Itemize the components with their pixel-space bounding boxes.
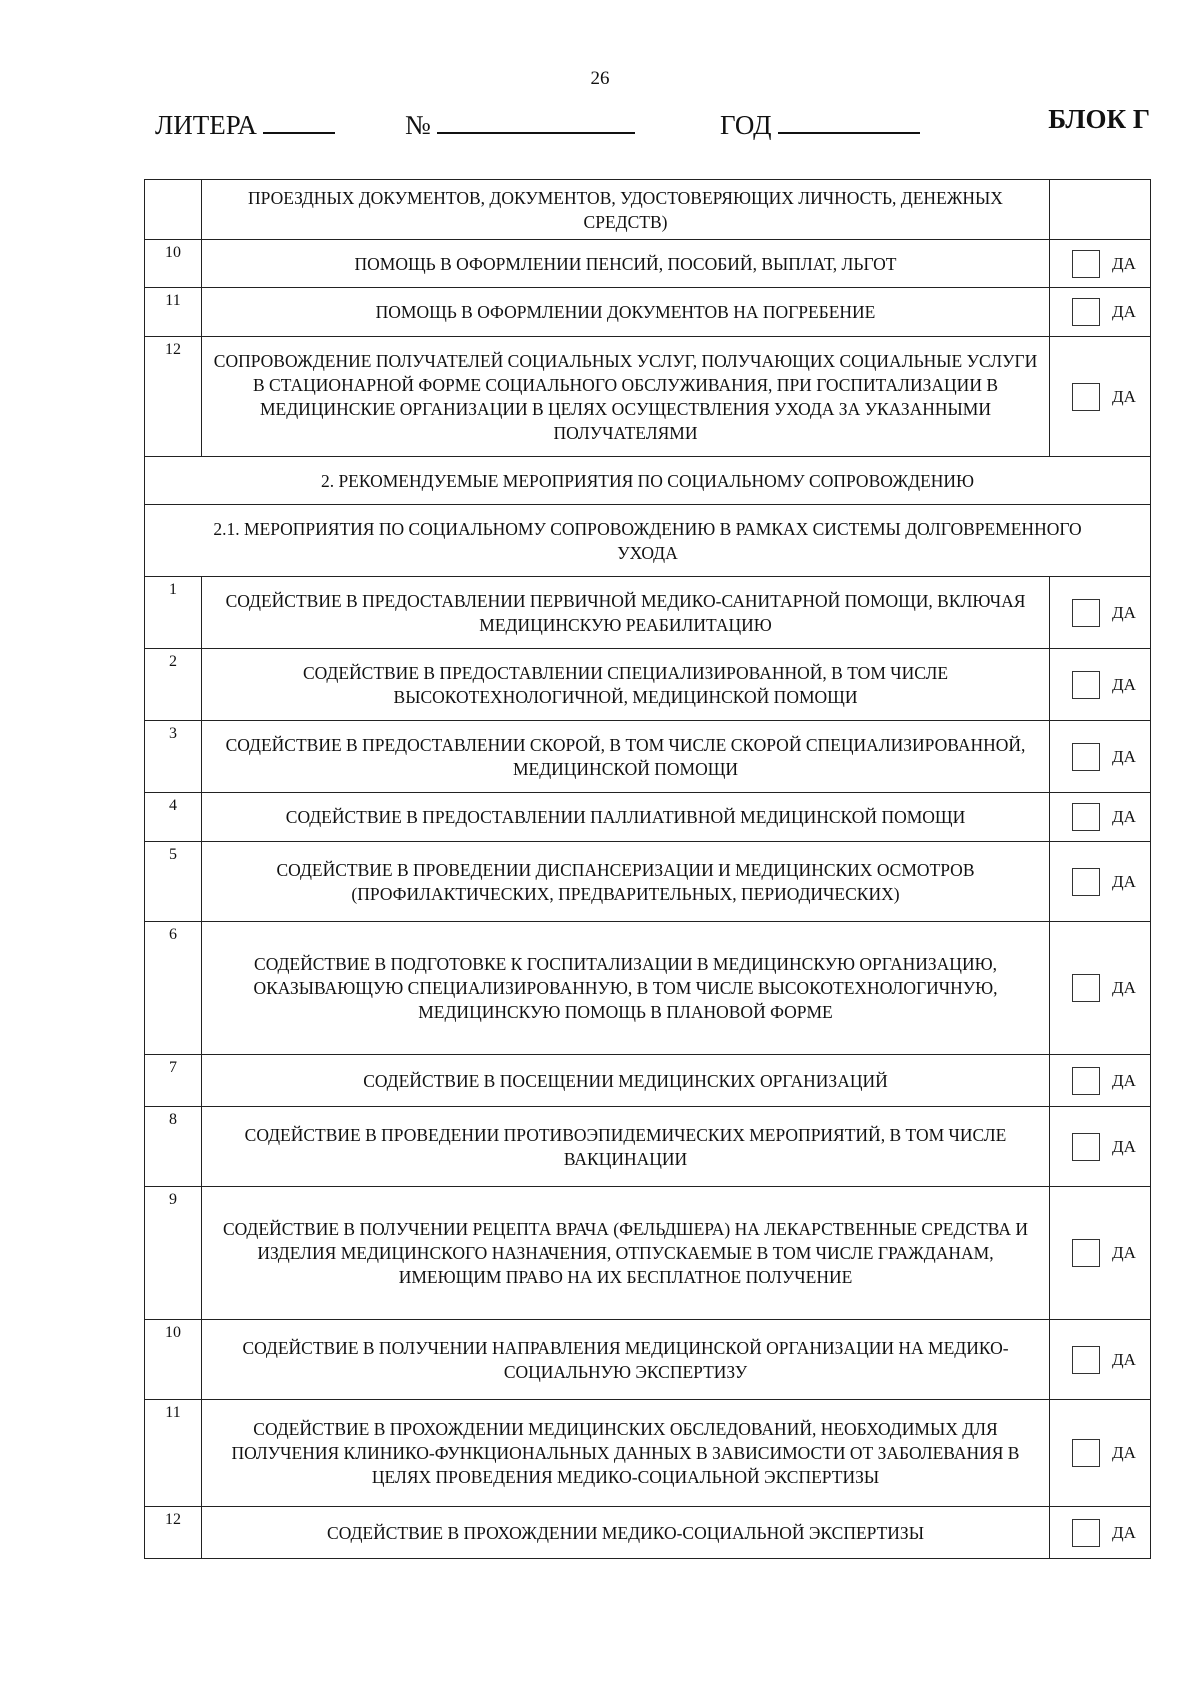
yes-label: ДА — [1112, 1070, 1136, 1090]
form-header — [0, 104, 1200, 144]
year-label: ГОД — [720, 110, 772, 140]
table-row — [145, 721, 1151, 793]
row-checkbox-cell — [1050, 288, 1151, 337]
row-text: СОДЕЙСТВИЕ В ПОДГОТОВКЕ К ГОСПИТАЛИЗАЦИИ В МЕДИЦИНСКУЮ ОРГАНИЗАЦИЮ, ОКАЗЫВАЮЩУЮ СПЕЦИАЛИЗИРОВАННУЮ, В ТОМ ЧИСЛЕ ВЫСОКОТЕХНОЛОГИЧНУЮ, МЕДИЦИНСКУЮ ПОМОЩЬ В ПЛАНОВОЙ ФОРМЕ — [202, 922, 1050, 1055]
section-row — [145, 457, 1151, 505]
table-row — [145, 1400, 1151, 1507]
litera-field — [155, 104, 335, 141]
yes-checkbox[interactable] — [1072, 671, 1100, 699]
number-blank[interactable] — [437, 104, 635, 134]
yes-label: ДА — [1112, 871, 1136, 891]
row-text: СОДЕЙСТВИЕ В ПРОВЕДЕНИИ ПРОТИВОЭПИДЕМИЧЕСКИХ МЕРОПРИЯТИЙ, В ТОМ ЧИСЛЕ ВАКЦИНАЦИИ — [202, 1107, 1050, 1187]
table-row — [145, 649, 1151, 721]
yes-label: ДА — [1112, 1243, 1136, 1262]
row-text: СОДЕЙСТВИЕ В ПОСЕЩЕНИИ МЕДИЦИНСКИХ ОРГАНИЗАЦИЙ — [202, 1055, 1050, 1107]
yes-checkbox[interactable] — [1072, 1519, 1100, 1547]
yes-label: ДА — [1112, 978, 1136, 997]
row-checkbox-cell — [1050, 180, 1151, 240]
yes-option — [1050, 868, 1150, 896]
yes-checkbox[interactable] — [1072, 1133, 1100, 1161]
table-row — [145, 1187, 1151, 1320]
yes-label: ДА — [1112, 386, 1136, 406]
section-2-1-title: 2.1. МЕРОПРИЯТИЯ ПО СОЦИАЛЬНОМУ СОПРОВОЖДЕНИЮ В РАМКАХ СИСТЕМЫ ДОЛГОВРЕМЕННОГО УХОДА — [145, 505, 1151, 577]
section-2-title: 2. РЕКОМЕНДУЕМЫЕ МЕРОПРИЯТИЯ ПО СОЦИАЛЬНОМУ СОПРОВОЖДЕНИЮ — [145, 457, 1151, 505]
table-body-sections — [145, 457, 1151, 577]
yes-option — [1050, 671, 1150, 699]
yes-checkbox[interactable] — [1072, 1239, 1100, 1267]
row-checkbox-cell — [1050, 922, 1151, 1055]
row-number: 9 — [145, 1187, 202, 1320]
yes-checkbox[interactable] — [1072, 974, 1100, 1002]
row-text: ПОМОЩЬ В ОФОРМЛЕНИИ ПЕНСИЙ, ПОСОБИЙ, ВЫПЛАТ, ЛЬГОТ — [202, 240, 1050, 288]
row-number: 6 — [145, 922, 202, 1055]
yes-option — [1050, 743, 1150, 771]
row-number: 11 — [145, 288, 202, 337]
yes-checkbox[interactable] — [1072, 599, 1100, 627]
table-body-top — [145, 180, 1151, 457]
row-text: СОДЕЙСТВИЕ В ПРЕДОСТАВЛЕНИИ ПАЛЛИАТИВНОЙ МЕДИЦИНСКОЙ ПОМОЩИ — [202, 793, 1050, 842]
table-row — [145, 1320, 1151, 1400]
row-number: 10 — [145, 240, 202, 288]
row-text: СОДЕЙСТВИЕ В ПРЕДОСТАВЛЕНИИ СКОРОЙ, В ТОМ ЧИСЛЕ СКОРОЙ СПЕЦИАЛИЗИРОВАННОЙ, МЕДИЦИНСКОЙ ПОМОЩИ — [202, 721, 1050, 793]
row-text: СОДЕЙСТВИЕ В ПОЛУЧЕНИИ РЕЦЕПТА ВРАЧА (ФЕЛЬДШЕРА) НА ЛЕКАРСТВЕННЫЕ СРЕДСТВА И ИЗДЕЛИЯ МЕДИЦИНСКОГО НАЗНАЧЕНИЯ, ОТПУСКАЕМЫЕ В ТОМ ЧИСЛЕ ГРАЖДАНАМ, ИМЕЮЩИМ ПРАВО НА ИХ БЕСПЛАТНОЕ ПОЛУЧЕНИЕ — [202, 1187, 1050, 1320]
table-row — [145, 922, 1151, 1055]
yes-option — [1050, 1239, 1150, 1267]
yes-option — [1050, 383, 1150, 411]
row-text: СОДЕЙСТВИЕ В ПОЛУЧЕНИИ НАПРАВЛЕНИЯ МЕДИЦИНСКОЙ ОРГАНИЗАЦИИ НА МЕДИКО-СОЦИАЛЬНУЮ ЭКСПЕРТИЗУ — [202, 1320, 1050, 1400]
yes-label: ДА — [1112, 602, 1136, 622]
yes-option — [1050, 1067, 1150, 1095]
row-number: 2 — [145, 649, 202, 721]
block-label: БЛОК Г — [1048, 104, 1150, 134]
row-number: 12 — [145, 337, 202, 457]
yes-label: ДА — [1112, 746, 1136, 766]
table-row — [145, 180, 1151, 240]
row-checkbox-cell — [1050, 1400, 1151, 1507]
number-field — [405, 104, 635, 141]
yes-checkbox[interactable] — [1072, 298, 1100, 326]
row-number: 12 — [145, 1507, 202, 1559]
yes-option — [1050, 1133, 1150, 1161]
table-row — [145, 240, 1151, 288]
row-number: 7 — [145, 1055, 202, 1107]
row-text: СОДЕЙСТВИЕ В ПРОХОЖДЕНИИ МЕДИКО-СОЦИАЛЬНОЙ ЭКСПЕРТИЗЫ — [202, 1507, 1050, 1559]
yes-label: ДА — [1112, 1522, 1136, 1542]
row-checkbox-cell — [1050, 649, 1151, 721]
yes-checkbox[interactable] — [1072, 383, 1100, 411]
table-row — [145, 337, 1151, 457]
yes-option — [1050, 803, 1150, 831]
services-table — [144, 179, 1151, 1559]
yes-label: ДА — [1112, 253, 1136, 273]
year-blank[interactable] — [778, 104, 920, 134]
row-text: СОПРОВОЖДЕНИЕ ПОЛУЧАТЕЛЕЙ СОЦИАЛЬНЫХ УСЛУГ, ПОЛУЧАЮЩИХ СОЦИАЛЬНЫЕ УСЛУГИ В СТАЦИОНАРНОЙ ФОРМЕ СОЦИАЛЬНОГО ОБСЛУЖИВАНИЯ, ПРИ ГОСПИТАЛИЗАЦИИ В МЕДИЦИНСКИЕ ОРГАНИЗАЦИИ В ЦЕЛЯХ ОСУЩЕСТВЛЕНИЯ УХОДА ЗА УКАЗАННЫМИ ПОЛУЧАТЕЛЯМИ — [202, 337, 1050, 457]
yes-label: ДА — [1112, 302, 1136, 321]
row-text: СОДЕЙСТВИЕ В ПРОВЕДЕНИИ ДИСПАНСЕРИЗАЦИИ И МЕДИЦИНСКИХ ОСМОТРОВ (ПРОФИЛАКТИЧЕСКИХ, ПРЕДВАРИТЕЛЬНЫХ, ПЕРИОДИЧЕСКИХ) — [202, 842, 1050, 922]
row-number: 10 — [145, 1320, 202, 1400]
yes-checkbox[interactable] — [1072, 743, 1100, 771]
table-row — [145, 577, 1151, 649]
row-checkbox-cell — [1050, 337, 1151, 457]
row-text: СОДЕЙСТВИЕ В ПРОХОЖДЕНИИ МЕДИЦИНСКИХ ОБСЛЕДОВАНИЙ, НЕОБХОДИМЫХ ДЛЯ ПОЛУЧЕНИЯ КЛИНИКО-ФУНКЦИОНАЛЬНЫХ ДАННЫХ В ЗАВИСИМОСТИ ОТ ЗАБОЛЕВАНИЯ В ЦЕЛЯХ ПРОВЕДЕНИЯ МЕДИКО-СОЦИАЛЬНОЙ ЭКСПЕРТИЗЫ — [202, 1400, 1050, 1507]
table-row — [145, 288, 1151, 337]
row-checkbox-cell — [1050, 1187, 1151, 1320]
yes-option — [1050, 250, 1150, 278]
yes-option — [1050, 298, 1150, 326]
yes-checkbox[interactable] — [1072, 1346, 1100, 1374]
row-checkbox-cell — [1050, 842, 1151, 922]
row-number: 5 — [145, 842, 202, 922]
number-label: № — [405, 110, 431, 140]
row-checkbox-cell — [1050, 240, 1151, 288]
yes-label: ДА — [1112, 1443, 1136, 1462]
row-number: 11 — [145, 1400, 202, 1507]
row-checkbox-cell — [1050, 721, 1151, 793]
row-checkbox-cell — [1050, 1507, 1151, 1559]
row-number: 3 — [145, 721, 202, 793]
yes-option — [1050, 1346, 1150, 1374]
yes-label: ДА — [1112, 1136, 1136, 1156]
row-text: СОДЕЙСТВИЕ В ПРЕДОСТАВЛЕНИИ ПЕРВИЧНОЙ МЕДИКО-САНИТАРНОЙ ПОМОЩИ, ВКЛЮЧАЯ МЕДИЦИНСКУЮ РЕАБИЛИТАЦИЮ — [202, 577, 1050, 649]
row-number: 4 — [145, 793, 202, 842]
yes-option — [1050, 1439, 1150, 1467]
row-checkbox-cell — [1050, 1107, 1151, 1187]
row-number — [145, 180, 202, 240]
yes-checkbox[interactable] — [1072, 868, 1100, 896]
table-row — [145, 1507, 1151, 1559]
row-checkbox-cell — [1050, 577, 1151, 649]
yes-label: ДА — [1112, 674, 1136, 694]
row-checkbox-cell — [1050, 793, 1151, 842]
yes-checkbox[interactable] — [1072, 1439, 1100, 1467]
row-text: ПОМОЩЬ В ОФОРМЛЕНИИ ДОКУМЕНТОВ НА ПОГРЕБЕНИЕ — [202, 288, 1050, 337]
yes-label: ДА — [1112, 807, 1136, 826]
row-checkbox-cell — [1050, 1320, 1151, 1400]
table-row — [145, 793, 1151, 842]
table-body-bottom — [145, 577, 1151, 1559]
row-number: 1 — [145, 577, 202, 649]
litera-label: ЛИТЕРА — [155, 110, 257, 140]
yes-option — [1050, 1519, 1150, 1547]
table-row — [145, 842, 1151, 922]
yes-label: ДА — [1112, 1349, 1136, 1369]
row-text: ПРОЕЗДНЫХ ДОКУМЕНТОВ, ДОКУМЕНТОВ, УДОСТОВЕРЯЮЩИХ ЛИЧНОСТЬ, ДЕНЕЖНЫХ СРЕДСТВ) — [202, 180, 1050, 240]
year-field — [720, 104, 920, 141]
yes-option — [1050, 974, 1150, 1002]
yes-checkbox[interactable] — [1072, 250, 1100, 278]
yes-checkbox[interactable] — [1072, 1067, 1100, 1095]
page-number: 26 — [590, 68, 610, 89]
litera-blank[interactable] — [263, 104, 335, 134]
table-row — [145, 1107, 1151, 1187]
table-row — [145, 1055, 1151, 1107]
yes-checkbox[interactable] — [1072, 803, 1100, 831]
row-text: СОДЕЙСТВИЕ В ПРЕДОСТАВЛЕНИИ СПЕЦИАЛИЗИРОВАННОЙ, В ТОМ ЧИСЛЕ ВЫСОКОТЕХНОЛОГИЧНОЙ, МЕДИЦИНСКОЙ ПОМОЩИ — [202, 649, 1050, 721]
section-row — [145, 505, 1151, 577]
row-checkbox-cell — [1050, 1055, 1151, 1107]
yes-option — [1050, 599, 1150, 627]
row-number: 8 — [145, 1107, 202, 1187]
